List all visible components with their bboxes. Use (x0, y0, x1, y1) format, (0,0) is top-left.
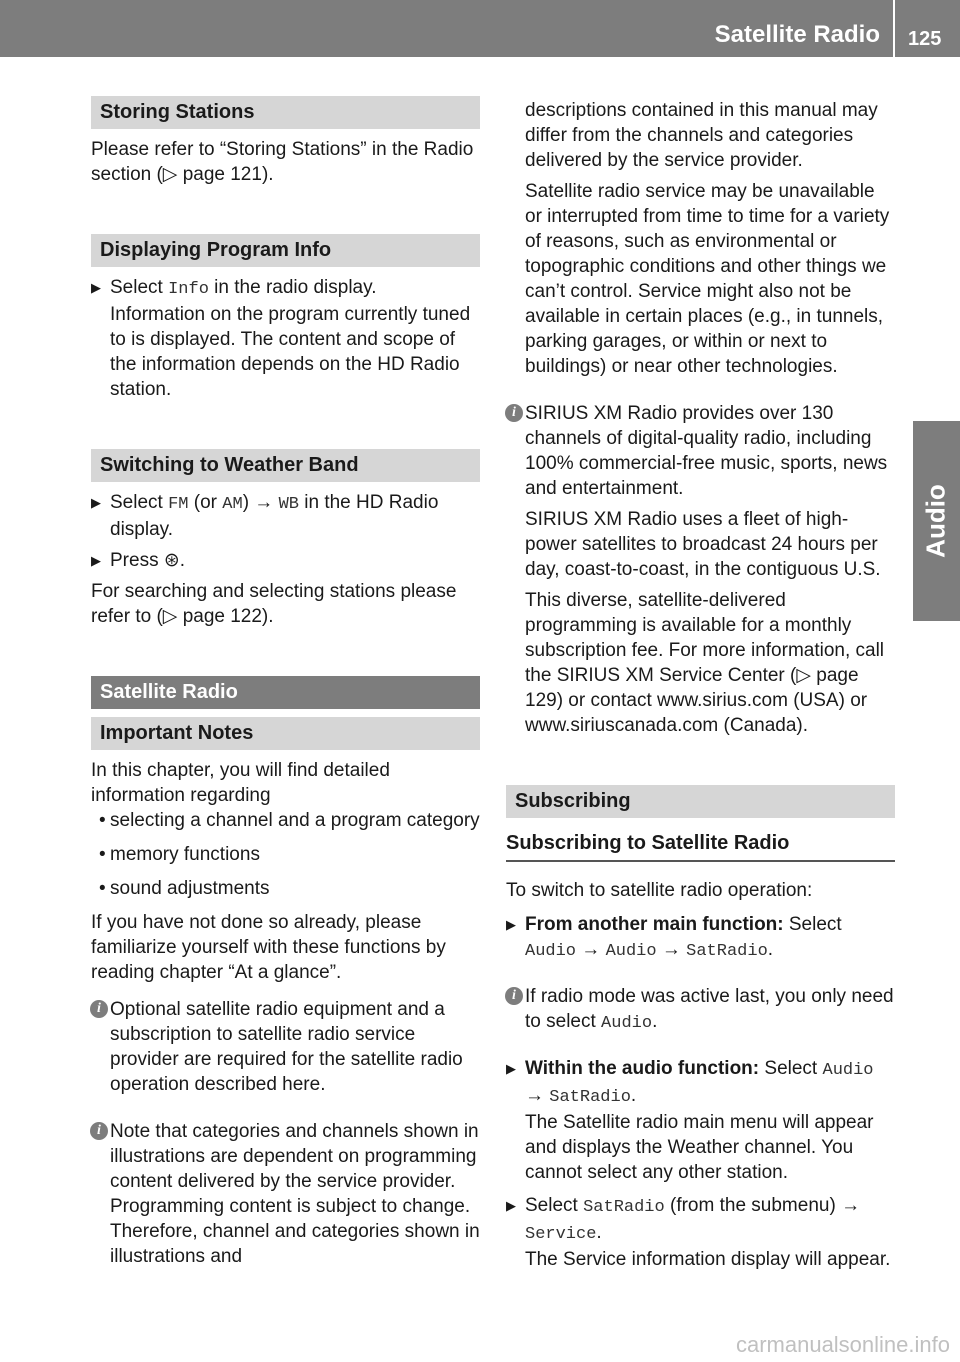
header-divider (893, 0, 895, 57)
info-note: i SIRIUS XM Radio provides over 130 channels of digital-quality radio, including 100% commercial-free music, sports, news and entertainment. SIRIUS XM Radio uses a fleet of high-power satellites to broadcast 24 hours per day, coast-to-coast, in the contiguous U.S. This diverse, satellite-delivered programming is available for a monthly subscription fee. For more information, call the SIRIUS XM Service Center (▷ page 129) or contact www.sirius.com (USA) or www.siriuscanada.com (Canada). (506, 401, 895, 738)
step-arrow-icon: ▶ (91, 553, 101, 568)
instruction-step: ▶ Select Info in the radio display. Information on the program currently tuned to is displayed. The content and scope of the information depends on the HD Radio station. (91, 275, 480, 402)
step-arrow-icon: ▶ (506, 1198, 516, 1213)
paragraph: In this chapter, you will find detailed information regarding (91, 760, 390, 806)
section-heading: Displaying Program Info (91, 234, 480, 267)
info-icon: i (505, 404, 523, 422)
paragraph: Please refer to “Storing Stations” in the Radio section (▷ page 121). (91, 139, 474, 185)
list-item: • sound adjustments (99, 878, 270, 899)
section-heading: Important Notes (91, 717, 480, 750)
step-arrow-icon: ▶ (91, 280, 101, 295)
instruction-step: ▶ From another main function: Select Audio → Audio → SatRadio. (506, 914, 842, 961)
side-tab-label: Audio (920, 484, 951, 558)
left-column (91, 96, 480, 1269)
paragraph: If you have not done so already, please familiarize yourself with these functions by reading chapter “At a glance”. (91, 912, 446, 983)
instruction-step: ▶ Select FM (or AM) → WB in the HD Radio display. (91, 492, 439, 540)
step-detail: Information on the program currently tuned to is displayed. The content and scope of the information depends on the HD Radio station. (110, 304, 471, 400)
instruction-step: ▶ Press ⊛. (91, 550, 186, 571)
step-arrow-icon: ▶ (506, 1061, 516, 1076)
ok-button-icon: ⊛ (163, 550, 180, 571)
page-title: Satellite Radio (714, 21, 880, 48)
info-note: i Optional satellite radio equipment and a subscription to satellite radio service provider are required for the satellite radio operation described here. (91, 997, 480, 1097)
paragraph: For searching and selecting stations please refer to (▷ page 122). (91, 581, 457, 627)
page-number: 125 (908, 28, 942, 50)
section-heading: Storing Stations (91, 96, 480, 129)
step-detail: The Service information display will appear. (525, 1249, 891, 1270)
paragraph: Satellite radio service may be unavailable or interrupted from time to time for a variety of reasons, such as environmental or topographic conditions and other things we can’t control. Service might also not be available in certain places (e.g., in tunnels, parking garages, or within or next to buildings) or near other technologies. (525, 181, 890, 377)
info-icon: i (505, 987, 523, 1005)
step-arrow-icon: ▶ (91, 495, 101, 510)
section-heading: Switching to Weather Band (91, 449, 480, 482)
info-icon: i (90, 1000, 108, 1018)
step-detail: The Satellite radio main menu will appear and displays the Weather channel. You cannot select any other station. (525, 1112, 874, 1183)
instruction-step: ▶ Within the audio function: Select Audio → SatRadio. The Satellite radio main menu will appear and displays the Weather channel. You cannot select any other station. (506, 1056, 895, 1185)
paragraph: To switch to satellite radio operation: (506, 880, 813, 901)
list-item: • selecting a channel and a program category (99, 810, 480, 831)
step-arrow-icon: ▶ (506, 917, 516, 932)
chapter-heading: Satellite Radio (91, 676, 480, 709)
watermark: carmanualsonline.info (735, 1332, 950, 1357)
info-note: i If radio mode was active last, you only need to select Audio. (506, 984, 895, 1036)
subsection-heading: Subscribing to Satellite Radio (506, 828, 895, 862)
list-item: • memory functions (99, 844, 260, 865)
paragraph: descriptions contained in this manual may differ from the channels and categories delivered by the service provider. (525, 100, 878, 171)
info-note: i Note that categories and channels shown in illustrations are dependent on programming content delivered by the service provider. Programming content is subject to change. Therefore, channel and categories shown in illustrations and (91, 1119, 480, 1269)
info-icon: i (90, 1122, 108, 1140)
section-heading: Subscribing (506, 785, 895, 818)
right-column (506, 98, 895, 1272)
instruction-step: ▶ Select SatRadio (from the submenu) → Service. The Service information display will appear. (506, 1193, 895, 1272)
